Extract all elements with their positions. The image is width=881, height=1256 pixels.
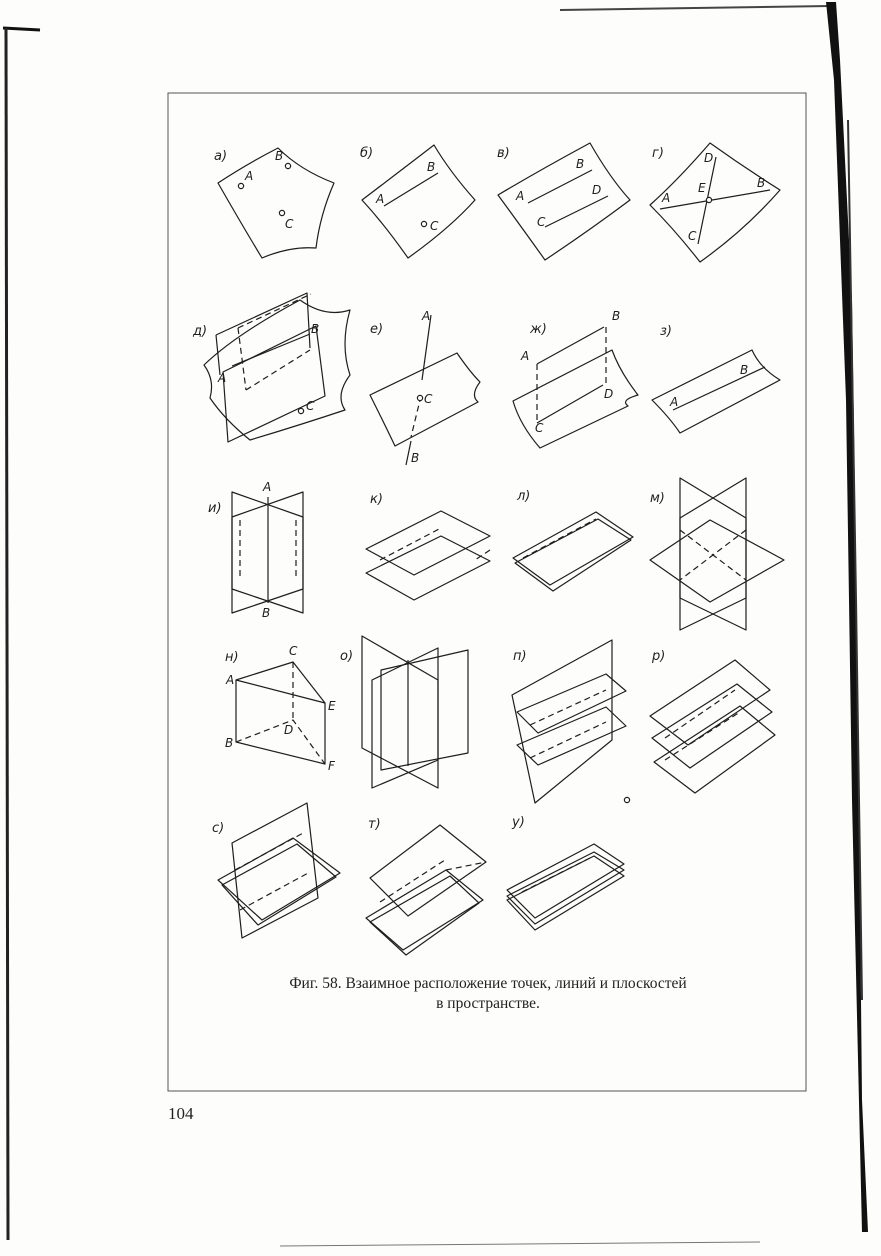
point-label: C xyxy=(289,644,298,658)
plane-lower xyxy=(507,856,624,930)
point-label: B xyxy=(576,157,585,171)
point-label: B xyxy=(757,176,766,190)
scan-edge-top-left xyxy=(3,28,40,30)
point-label: E xyxy=(698,181,706,195)
point-label: A xyxy=(662,191,671,205)
point xyxy=(285,163,290,168)
panel-label-i: и) xyxy=(208,501,222,516)
panel-k xyxy=(366,492,490,600)
plane-middle xyxy=(507,852,624,924)
point-label: D xyxy=(592,183,602,197)
point xyxy=(298,408,303,413)
panel-l xyxy=(513,489,633,591)
panel-p xyxy=(512,640,630,803)
panel-label-b: б) xyxy=(360,146,374,161)
plane-p-hidden xyxy=(238,294,311,328)
panel-m xyxy=(650,478,784,630)
plane-middle xyxy=(652,684,772,768)
plane-top xyxy=(650,660,770,745)
speck xyxy=(624,797,629,802)
point-label: D xyxy=(604,387,614,401)
panel-e xyxy=(370,309,480,465)
plane-hidden xyxy=(665,690,740,760)
point-e xyxy=(706,197,711,202)
scan-edge-top-right xyxy=(560,6,830,10)
panel-z xyxy=(652,324,780,433)
point-label: A xyxy=(263,480,272,494)
caption-line-1: Фиг. 58. Взаимное расположение точек, линий и плоскостей xyxy=(289,975,687,992)
point-label: A xyxy=(218,371,227,385)
line-ab xyxy=(660,190,770,209)
line-ab xyxy=(537,327,604,364)
panel-label-r: р) xyxy=(652,649,666,664)
point-label: C xyxy=(688,229,697,243)
plane-q xyxy=(372,648,438,788)
point-label: A xyxy=(376,192,385,206)
point-label: B xyxy=(311,322,320,336)
panel-zh xyxy=(513,309,638,448)
point-label: A xyxy=(521,349,530,363)
line-ab xyxy=(528,170,592,203)
panel-label-d: д) xyxy=(193,324,208,339)
panel-label-s: с) xyxy=(212,821,225,836)
line-cd xyxy=(537,385,603,423)
panel-label-k: к) xyxy=(370,492,383,507)
panel-d xyxy=(192,293,350,442)
point-label: C xyxy=(537,215,546,229)
point-label: C xyxy=(424,392,433,406)
plane-hidden xyxy=(380,860,486,902)
panel-label-n: н) xyxy=(225,650,239,665)
prism-edges xyxy=(236,680,325,764)
figure-caption xyxy=(170,974,806,1014)
plane-p xyxy=(680,478,746,630)
line-ab xyxy=(384,173,438,206)
edge-hidden xyxy=(236,720,325,764)
point-label: D xyxy=(704,151,714,165)
point-label: B xyxy=(411,451,420,465)
point-label: D xyxy=(284,723,294,737)
panel-b xyxy=(360,145,475,258)
point-label: B xyxy=(740,363,749,377)
panel-label-zh: ж) xyxy=(530,322,547,337)
plane-cutting xyxy=(232,803,318,938)
panel-t xyxy=(366,817,486,955)
plane-lower xyxy=(366,870,483,950)
line-hidden xyxy=(411,396,421,437)
line-ab xyxy=(673,367,765,410)
plane-hidden xyxy=(680,530,746,580)
plane-r xyxy=(381,650,468,770)
binding-shadow xyxy=(826,2,868,1232)
point-label: C xyxy=(285,217,294,231)
panel-label-m: м) xyxy=(650,491,665,506)
plane-hidden xyxy=(530,690,606,758)
panel-label-z: з) xyxy=(660,324,672,339)
panel-i xyxy=(208,480,303,620)
scan-edge-left xyxy=(6,28,8,1240)
line-ab xyxy=(232,334,310,366)
point-label: E xyxy=(328,699,336,713)
point-label: B xyxy=(225,736,234,750)
panel-a xyxy=(214,148,334,258)
plane-hidden xyxy=(523,519,596,558)
point-label: A xyxy=(422,309,431,323)
wavy-plane xyxy=(652,350,780,433)
point-label: B xyxy=(427,160,436,174)
triangle-top xyxy=(236,662,325,703)
panel-label-u: у) xyxy=(512,815,525,830)
plane-p-edge xyxy=(216,335,220,375)
panel-s xyxy=(212,803,340,938)
plane-q xyxy=(680,478,746,630)
point-label: B xyxy=(612,309,621,323)
panel-g xyxy=(650,143,780,262)
point-label: B xyxy=(275,149,284,163)
panel-label-v: в) xyxy=(497,146,510,161)
panel-label-p: п) xyxy=(513,649,527,664)
wavy-plane xyxy=(513,350,638,448)
point-label: A xyxy=(245,169,254,183)
point-label: F xyxy=(328,759,335,773)
panel-label-l: л) xyxy=(517,489,531,504)
point xyxy=(279,210,284,215)
point xyxy=(421,221,426,226)
plane-bottom xyxy=(654,706,775,793)
point-label: A xyxy=(516,189,525,203)
panel-o xyxy=(340,636,468,788)
panel-label-a: а) xyxy=(214,149,228,164)
line-upper xyxy=(422,315,431,380)
panel-v xyxy=(497,143,630,260)
panel-label-t: т) xyxy=(368,817,381,832)
plane-lower xyxy=(515,519,631,591)
point xyxy=(238,183,243,188)
scan-edge-bottom xyxy=(280,1242,760,1246)
point-label: C xyxy=(306,399,315,413)
plane-lower-2 xyxy=(370,876,479,955)
plane-r xyxy=(650,520,784,602)
panel-u xyxy=(507,815,624,930)
panel-n xyxy=(225,644,336,773)
point-label: C xyxy=(535,421,544,435)
caption-line-2: в пространстве. xyxy=(436,995,540,1012)
panel-label-g: г) xyxy=(652,146,664,161)
point-c xyxy=(417,395,422,400)
panel-label-e: е) xyxy=(370,322,384,337)
panel-r xyxy=(650,649,775,793)
point-label: C xyxy=(430,219,439,233)
plane-upper xyxy=(370,825,486,916)
panel-label-o: о) xyxy=(340,649,354,664)
point-label: B xyxy=(262,606,271,620)
page-number: 104 xyxy=(168,1104,194,1123)
figure-border xyxy=(168,93,806,1091)
wavy-plane xyxy=(218,148,334,258)
point-label: A xyxy=(670,395,679,409)
point-label: A xyxy=(226,673,235,687)
